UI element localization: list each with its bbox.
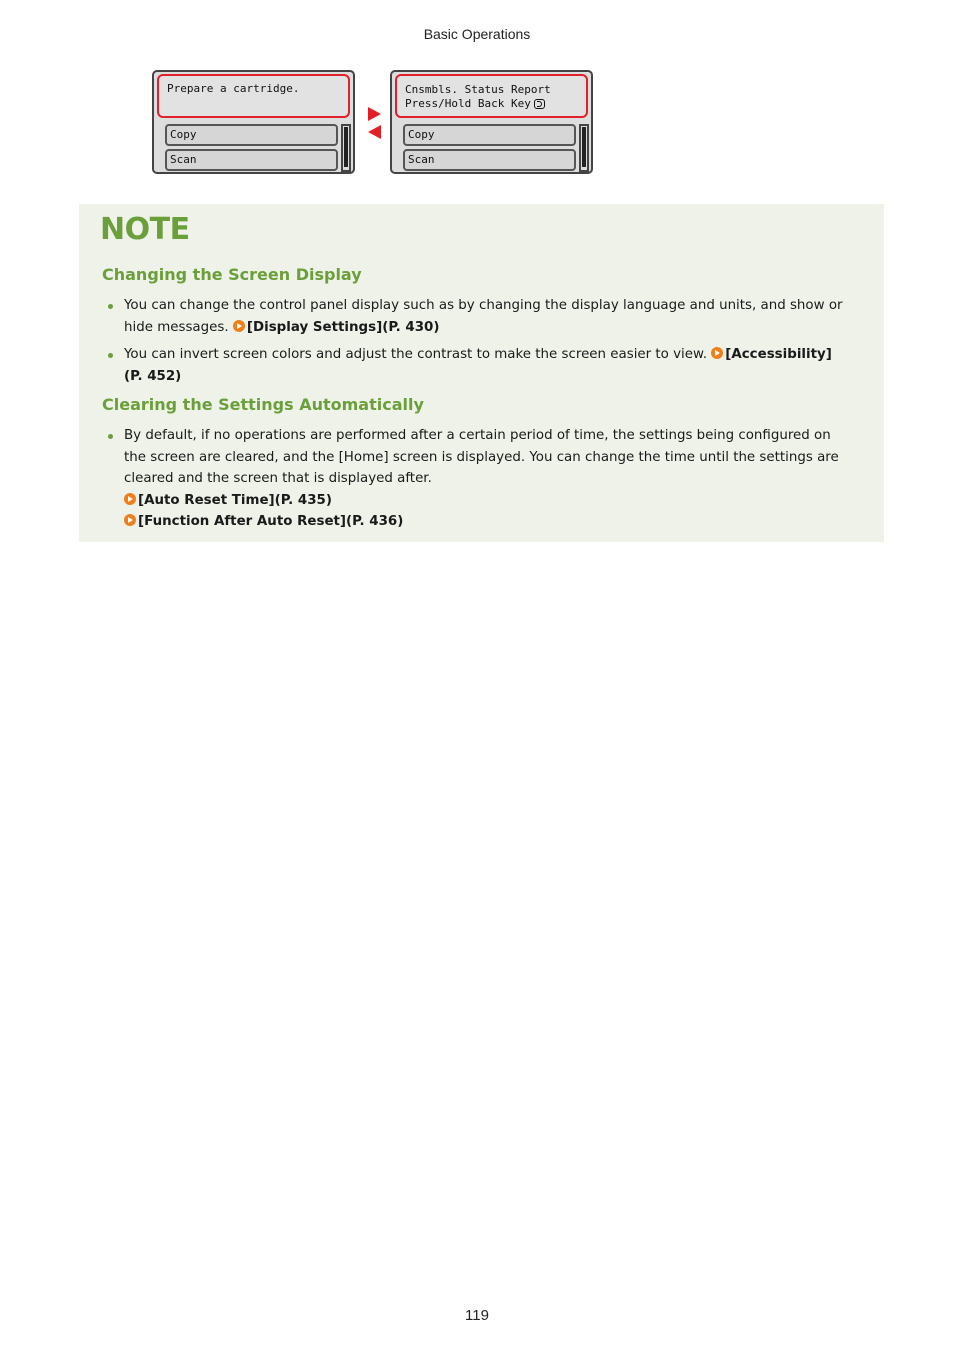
lcd-copy-button: Copy: [403, 124, 576, 146]
lcd-message-line1: Cnsmbls. Status Report: [405, 83, 551, 96]
lcd-screen-after: [390, 70, 593, 174]
accessibility-link[interactable]: [Accessibility](P. 452): [124, 347, 832, 384]
page-number: 119: [465, 1307, 489, 1324]
function-after-auto-reset-link[interactable]: [Function After Auto Reset](P. 436): [138, 514, 404, 529]
lcd-scrollbar: [341, 124, 351, 172]
auto-reset-time-link[interactable]: [Auto Reset Time](P. 435): [138, 492, 332, 508]
note-title: NOTE: [100, 212, 190, 247]
lcd-message: [395, 74, 588, 118]
lcd-scrollbar: [579, 124, 589, 172]
list-item: [124, 425, 846, 533]
lcd-copy-button: Copy: [165, 124, 338, 146]
link-arrow-icon: [711, 347, 723, 359]
link-arrow-icon: [124, 514, 136, 526]
lcd-scan-button: Scan: [165, 149, 338, 171]
link-arrow-icon: [233, 320, 245, 332]
lcd-screen-before: [152, 70, 355, 174]
link-arrow-icon: [124, 493, 136, 505]
list-item: [124, 344, 836, 387]
lcd-message-line2: Press/Hold Back Key: [405, 97, 531, 110]
arrow-right-icon: [368, 107, 381, 121]
back-key-icon: [534, 99, 545, 109]
bullet-text: You can change the control panel display such as by changing the display language and units, and show or hide messages.: [124, 298, 843, 335]
list-item: [124, 295, 854, 338]
page-header: Basic Operations: [423, 26, 531, 42]
bullet-text: You can invert screen colors and adjust the contrast to make the screen easier to view.: [124, 347, 707, 362]
arrow-left-icon: [368, 125, 381, 139]
bullet-text: By default, if no operations are performed after a certain period of time, the settings being configured on the screen are cleared, and the [Home] screen is displayed. You can change the time until the settings are cleared and the screen that is displayed after.: [124, 428, 839, 486]
lcd-message: Prepare a cartridge.: [157, 74, 350, 118]
section-heading-screen-display: Changing the Screen Display: [102, 265, 362, 284]
display-settings-link[interactable]: [Display Settings](P. 430): [246, 319, 440, 335]
lcd-scan-button: Scan: [403, 149, 576, 171]
section-heading-auto-reset: Clearing the Settings Automatically: [102, 395, 424, 414]
note-box: [79, 204, 884, 542]
